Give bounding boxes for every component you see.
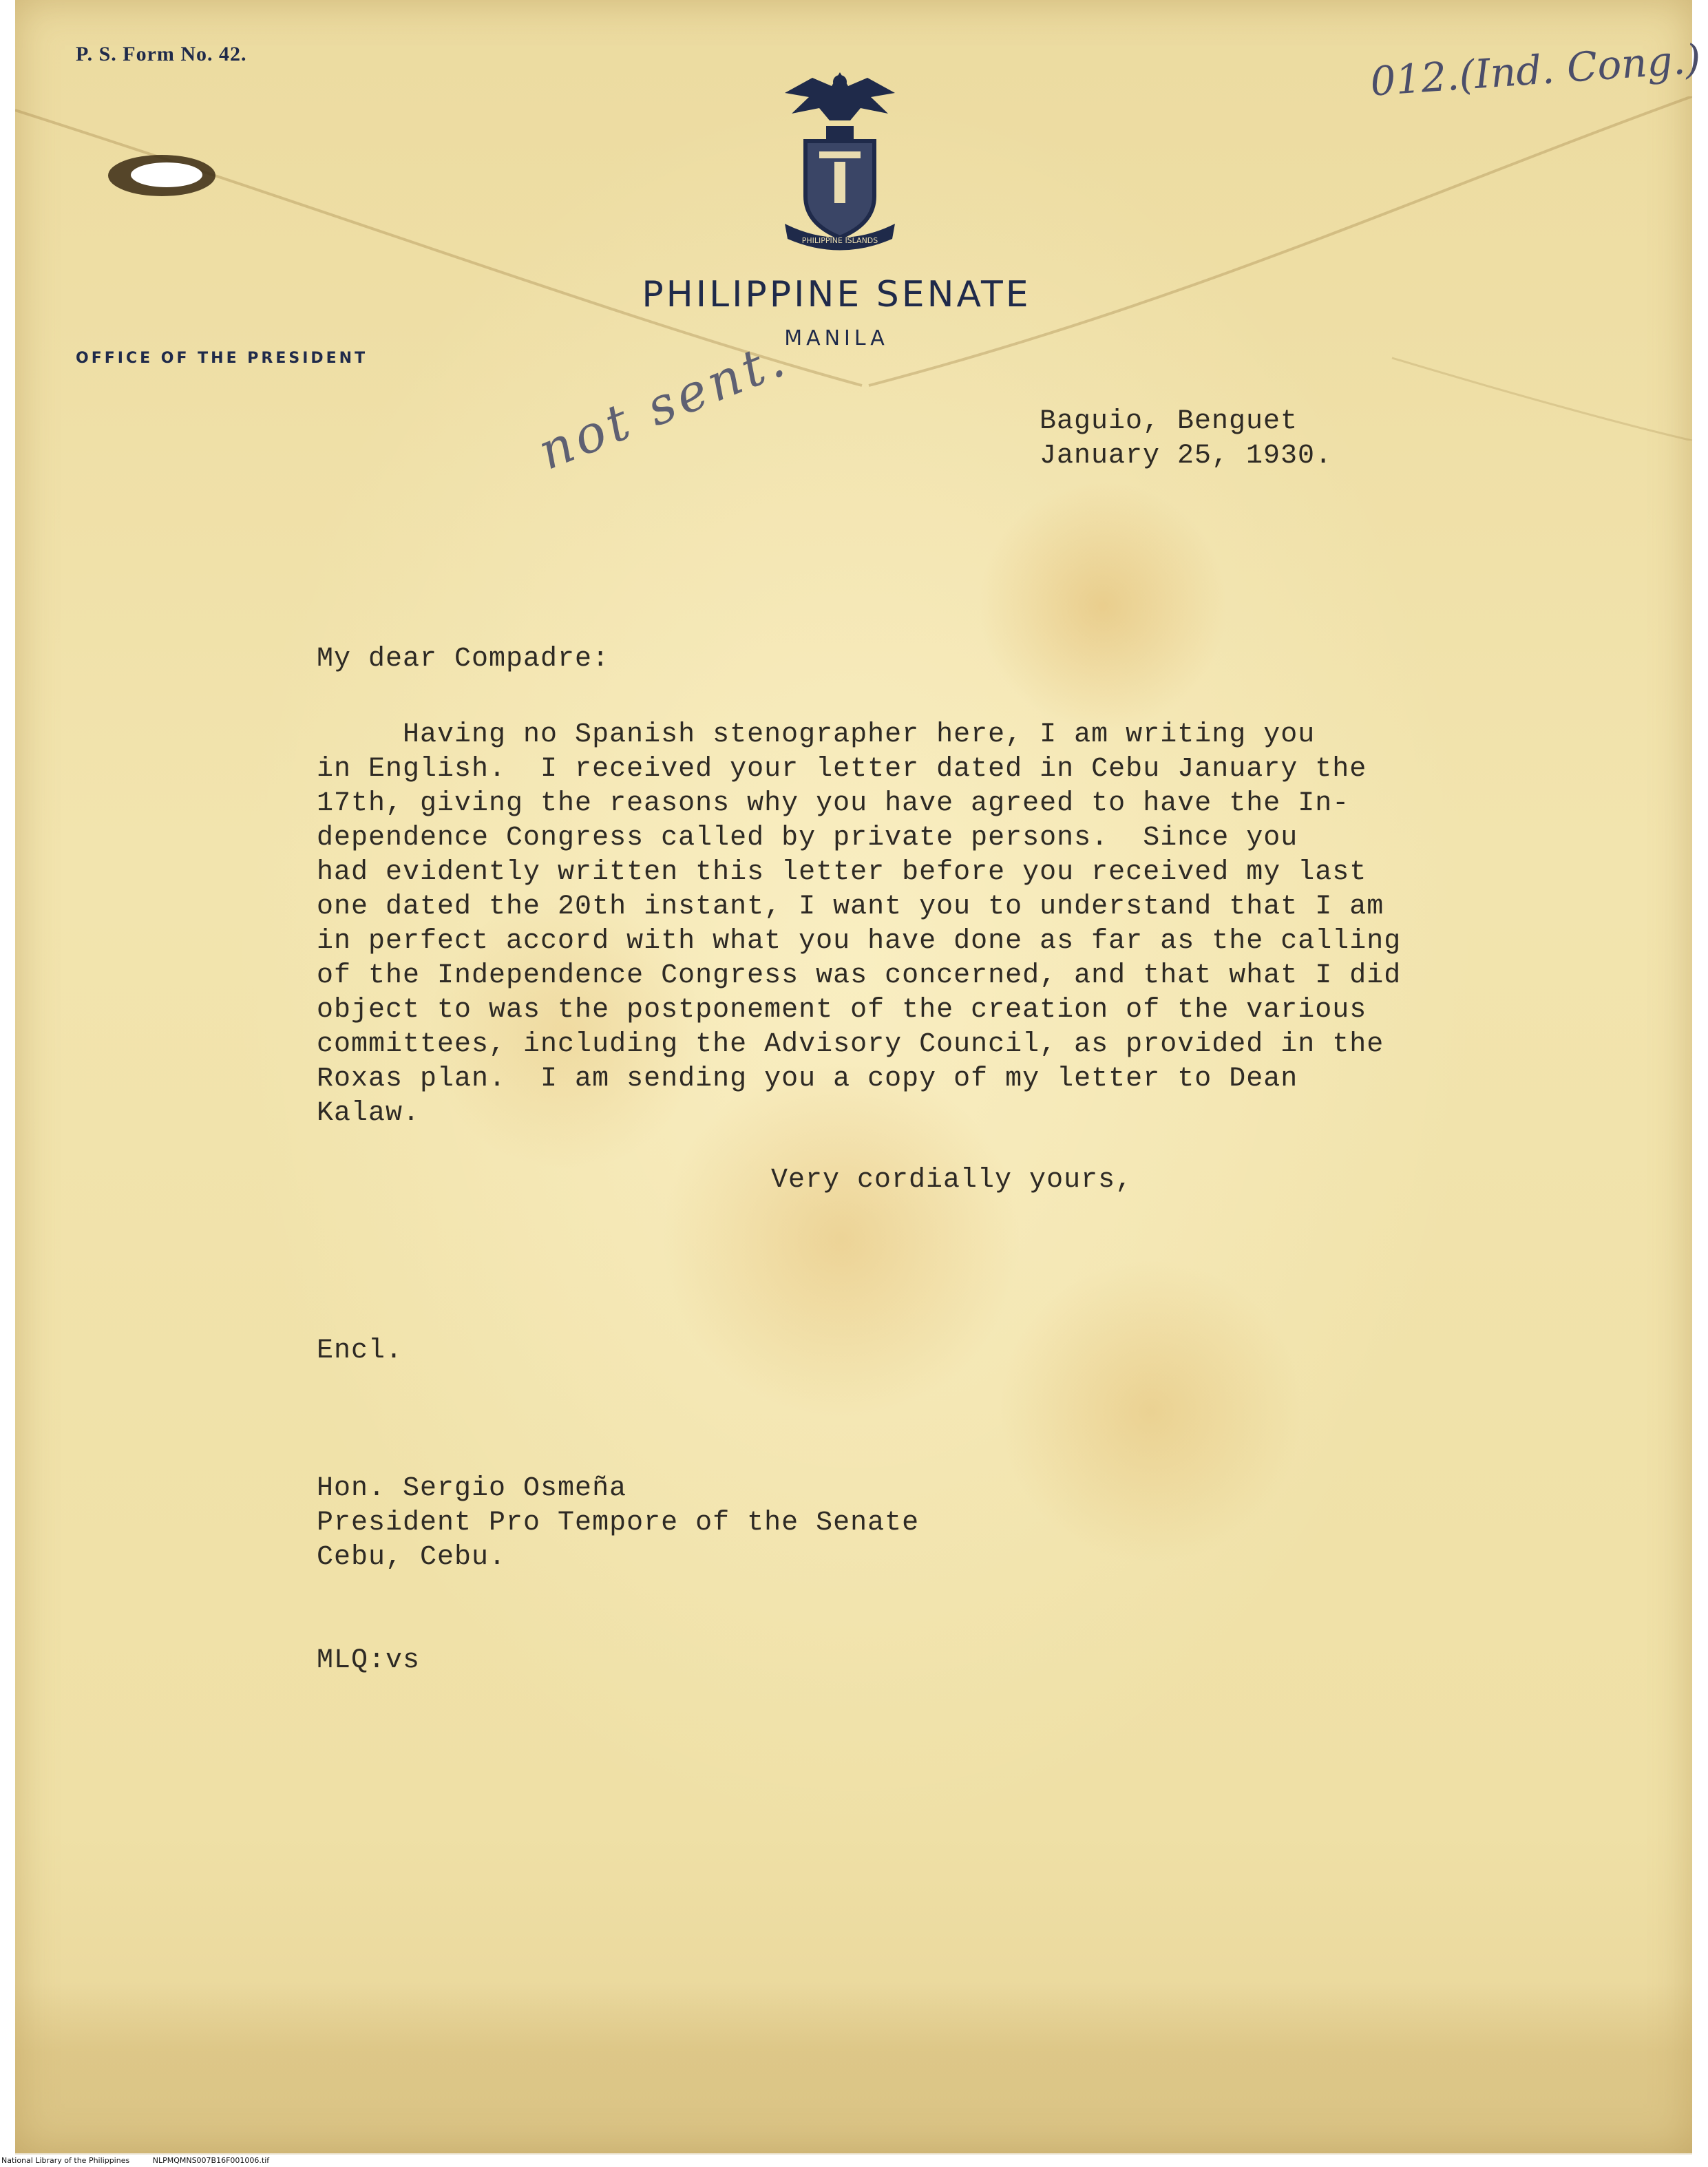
recipient-line: President Pro Tempore of the Senate (317, 1508, 920, 1539)
recipient-line: Cebu, Cebu. (317, 1542, 507, 1573)
enclosure-note: Encl. (317, 1335, 403, 1366)
recipient-line: Hon. Sergio Osmeña (317, 1473, 627, 1504)
office-line: OFFICE OF THE PRESIDENT (76, 350, 368, 367)
footer-library: National Library of the Philippines (1, 2156, 130, 2165)
body-line: object to was the postponement of the creation of the various (317, 995, 1367, 1026)
eagle-crest-seal-icon (771, 65, 909, 251)
salutation: My dear Compadre: (317, 644, 610, 675)
file-code-handwritten: 012.(Ind. Cong.) (1369, 35, 1702, 105)
institution-city: MANILA (784, 326, 889, 350)
reference-initials: MLQ:vs (317, 1645, 421, 1676)
footer-file-id: NLPMQMNS007B16F001006.tif (152, 2156, 270, 2165)
body-line: had evidently written this letter before you received my last (317, 857, 1367, 888)
institution-name: PHILIPPINE SENATE (642, 274, 1031, 315)
body-line: 17th, giving the reasons why you have agreed to have the In- (317, 788, 1350, 819)
body-line: committees, including the Advisory Council, as provided in the (317, 1029, 1384, 1060)
body-line: Kalaw. (317, 1098, 421, 1129)
letter-place: Baguio, Benguet (1040, 406, 1298, 437)
closing: Very cordially yours, (771, 1165, 1133, 1196)
body-line: in perfect accord with what you have done as far as the calling (317, 926, 1402, 957)
seal-ribbon-text: PHILIPPINE ISLANDS (801, 236, 878, 245)
body-line: of the Independence Congress was concerned, and that what I did (317, 960, 1402, 991)
burn-hole-icon (103, 145, 220, 207)
body-line: dependence Congress called by private persons. Since you (317, 823, 1298, 854)
letter-date: January 25, 1930. (1040, 441, 1333, 472)
bottom-fold-wear (15, 1983, 1692, 2155)
body-line: Roxas plan. I am sending you a copy of my letter to Dean (317, 1064, 1298, 1095)
form-number: P. S. Form No. 42. (76, 43, 247, 65)
body-line: Having no Spanish stenographer here, I am writing you (317, 719, 1316, 750)
body-line: in English. I received your letter dated in Cebu January the (317, 754, 1367, 785)
not-sent-handwritten: not sent. (530, 328, 797, 482)
archive-footer (0, 2155, 1708, 2167)
body-line: one dated the 20th instant, I want you to understand that I am (317, 891, 1384, 922)
